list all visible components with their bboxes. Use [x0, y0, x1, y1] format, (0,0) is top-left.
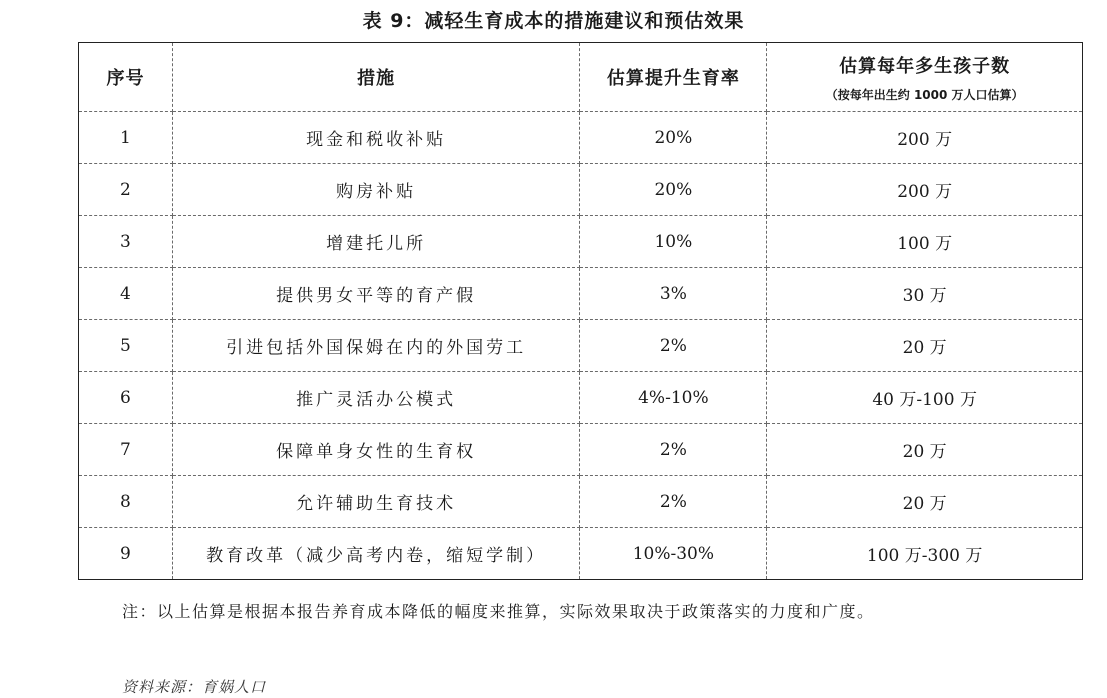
header-no: 序号	[79, 43, 173, 112]
cell-births: 30 万	[767, 268, 1083, 320]
cell-no: 2	[79, 164, 173, 216]
header-births	[767, 43, 1083, 112]
cell-rate: 20%	[580, 112, 767, 164]
data-source: 资料来源：育娲人口	[122, 678, 267, 696]
cell-births: 100 万-300 万	[866, 546, 983, 566]
table-row	[79, 112, 1083, 164]
cell-measure: 允许辅助生育技术	[172, 476, 580, 528]
cell-no: 7	[79, 424, 173, 476]
cell-measure: 保障单身女性的生育权	[172, 424, 580, 476]
cell-rate: 3%	[580, 268, 767, 320]
cell-measure: 增建托儿所	[172, 216, 580, 268]
measures-table	[78, 42, 1083, 580]
cell-rate: 4%-10%	[580, 372, 767, 424]
table-row	[79, 320, 1083, 372]
cell-births: 200 万	[767, 164, 1083, 216]
cell-no: 6	[79, 372, 173, 424]
header-births-title: 估算每年多生孩子数	[839, 55, 1011, 77]
cell-no: 4	[79, 268, 173, 320]
cell-births: 20 万	[767, 320, 1083, 372]
cell-measure: 引进包括外国保姆在内的外国劳工	[172, 320, 580, 372]
cell-rate: 10%-30%	[580, 528, 767, 580]
table-row	[79, 372, 1083, 424]
cell-measure: 购房补贴	[172, 164, 580, 216]
cell-no: 5	[79, 320, 173, 372]
cell-rate: 10%	[580, 216, 767, 268]
table-row	[79, 268, 1083, 320]
table-note: 注：以上估算是根据本报告养育成本降低的幅度来推算，实际效果取决于政策落实的力度和广度。	[122, 602, 875, 621]
table-row	[79, 528, 1083, 580]
table-body	[79, 112, 1083, 580]
cell-measure: 现金和税收补贴	[172, 112, 580, 164]
cell-births: 100 万	[767, 216, 1083, 268]
cell-measure: 提供男女平等的育产假	[172, 268, 580, 320]
header-measure: 措施	[172, 43, 580, 112]
table-row	[79, 424, 1083, 476]
cell-rate: 2%	[580, 320, 767, 372]
cell-no: 8	[79, 476, 173, 528]
cell-rate: 20%	[580, 164, 767, 216]
cell-births: 20 万	[767, 476, 1083, 528]
cell-no: 3	[79, 216, 173, 268]
cell-rate: 2%	[580, 476, 767, 528]
table-row	[79, 164, 1083, 216]
table-header-row	[79, 43, 1083, 112]
cell-rate: 2%	[580, 424, 767, 476]
cell-births: 20 万	[767, 424, 1083, 476]
cell-no: 1	[79, 112, 173, 164]
cell-births: 200 万	[767, 112, 1083, 164]
cell-no: 9	[79, 528, 173, 580]
cell-measure: 推广灵活办公模式	[172, 372, 580, 424]
header-rate: 估算提升生育率	[580, 43, 767, 112]
table-caption: 表 9：减轻生育成本的措施建议和预估效果	[362, 10, 745, 32]
cell-births: 40 万-100 万	[767, 372, 1083, 424]
header-births-subtitle: （按每年出生约 1000 万人口估算）	[825, 87, 1024, 102]
table-row	[79, 476, 1083, 528]
cell-measure: 教育改革（减少高考内卷，缩短学制）	[172, 528, 580, 580]
table-row	[79, 216, 1083, 268]
